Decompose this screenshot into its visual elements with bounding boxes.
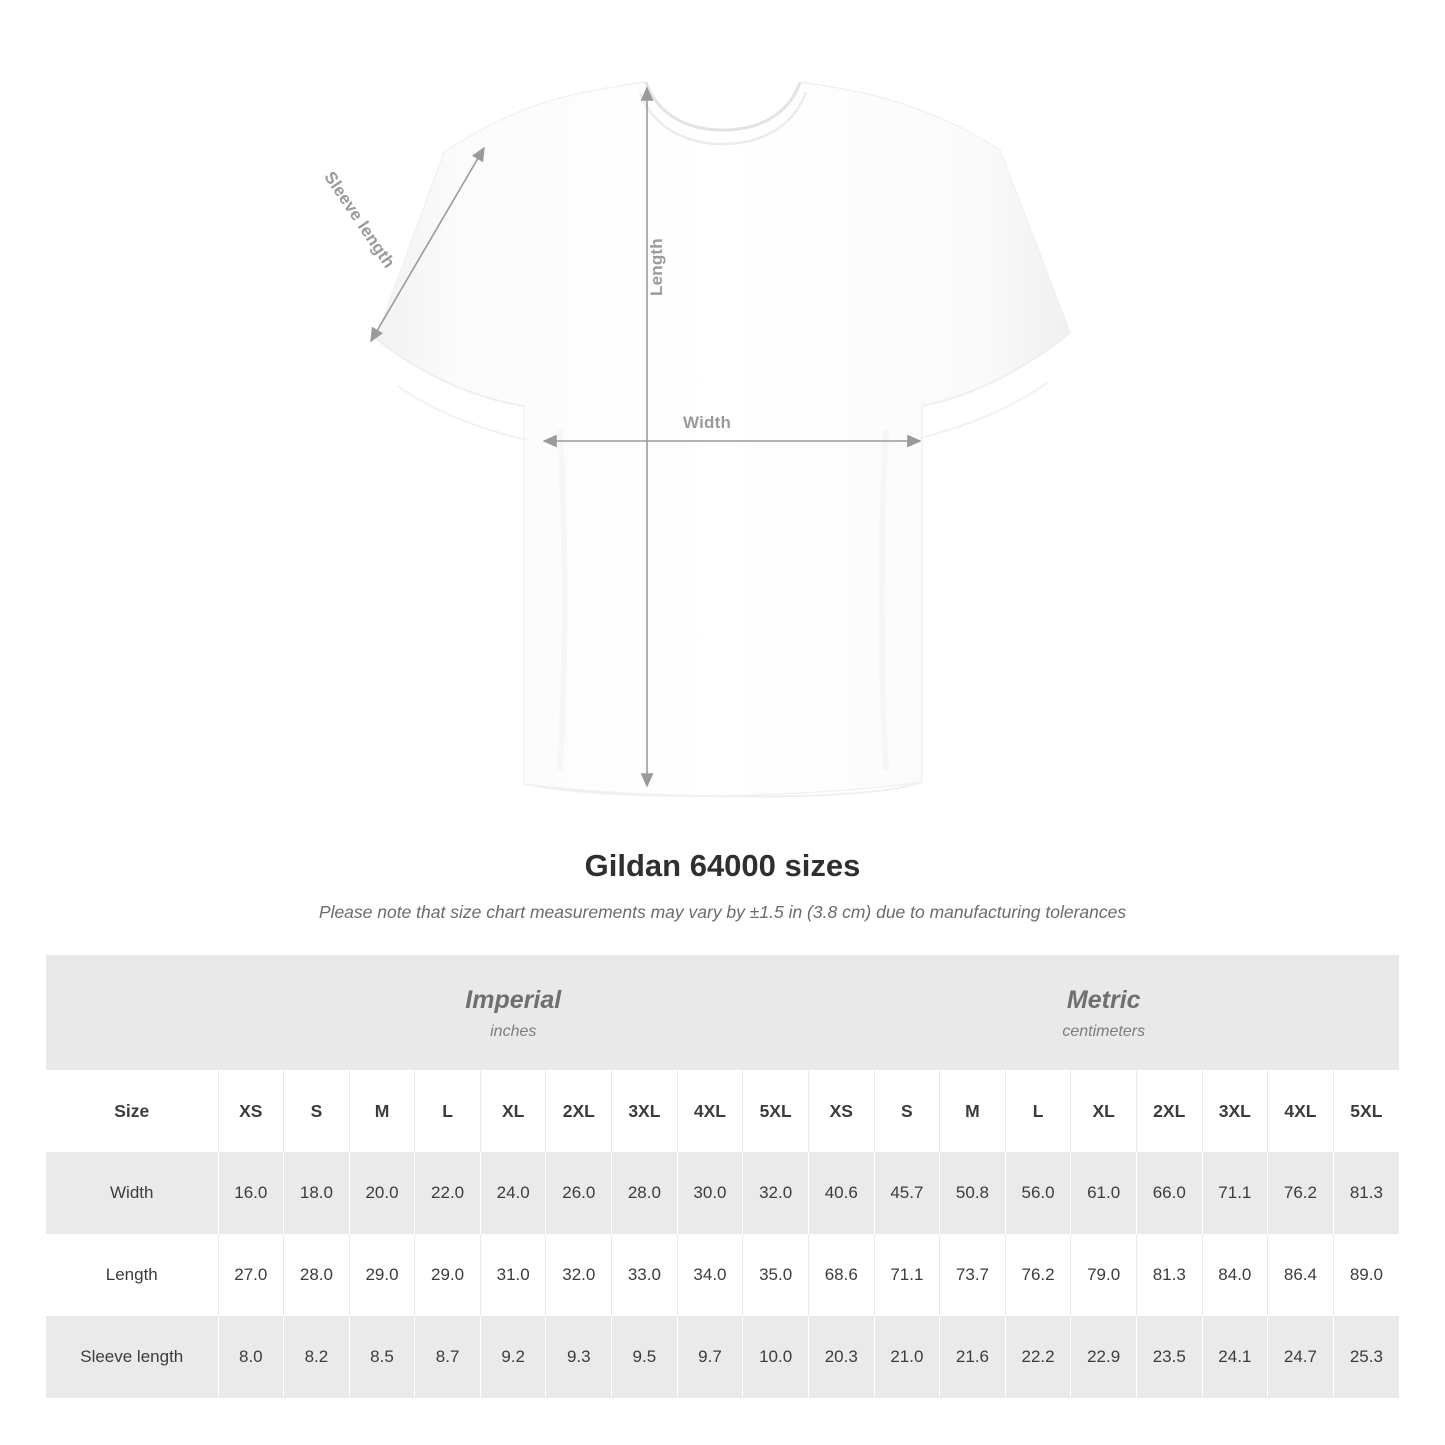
cell-width-metric-6: 71.1: [1202, 1152, 1268, 1234]
col-head-13: XL: [1071, 1070, 1137, 1152]
col-head-1: S: [284, 1070, 350, 1152]
col-head-6: 3XL: [612, 1070, 678, 1152]
col-head-14: 2XL: [1136, 1070, 1202, 1152]
cell-length-metric-2: 73.7: [940, 1234, 1006, 1316]
cell-sleeve-imperial-6: 9.5: [612, 1316, 678, 1398]
sleeve-length-label: Sleeve length: [320, 168, 399, 272]
cell-length-metric-4: 79.0: [1071, 1234, 1137, 1316]
cell-sleeve-metric-3: 22.2: [1005, 1316, 1071, 1398]
cell-length-imperial-4: 31.0: [480, 1234, 546, 1316]
cell-width-metric-4: 61.0: [1071, 1152, 1137, 1234]
unit-name-metric: Metric: [1066, 985, 1141, 1014]
width-label: Width: [683, 413, 732, 432]
unit-name-imperial: Imperial: [465, 985, 562, 1014]
cell-sleeve-imperial-0: 8.0: [218, 1316, 284, 1398]
unit-sub-imperial: inches: [490, 1022, 537, 1040]
cell-length-metric-1: 71.1: [874, 1234, 940, 1316]
table-row: [46, 1234, 1399, 1316]
cell-width-imperial-1: 18.0: [284, 1152, 350, 1234]
cell-sleeve-metric-7: 24.7: [1268, 1316, 1334, 1398]
col-head-5: 2XL: [546, 1070, 612, 1152]
unit-header-row: [46, 955, 1399, 1070]
row-label-width: Width: [46, 1152, 218, 1234]
cell-width-imperial-0: 16.0: [218, 1152, 284, 1234]
cell-width-metric-1: 45.7: [874, 1152, 940, 1234]
page-title: Gildan 64000 sizes: [584, 848, 861, 883]
cell-length-metric-5: 81.3: [1136, 1234, 1202, 1316]
row-header-size: Size: [46, 1070, 218, 1152]
col-head-3: L: [415, 1070, 481, 1152]
cell-length-imperial-2: 29.0: [349, 1234, 415, 1316]
cell-sleeve-imperial-5: 9.3: [546, 1316, 612, 1398]
col-head-4: XL: [480, 1070, 546, 1152]
cell-width-imperial-4: 24.0: [480, 1152, 546, 1234]
cell-sleeve-metric-0: 20.3: [808, 1316, 874, 1398]
col-head-11: M: [940, 1070, 1006, 1152]
cell-length-metric-7: 86.4: [1268, 1234, 1334, 1316]
cell-sleeve-imperial-8: 10.0: [743, 1316, 809, 1398]
col-head-2: M: [349, 1070, 415, 1152]
unit-sub-metric: centimeters: [1062, 1022, 1146, 1040]
cell-sleeve-metric-5: 23.5: [1136, 1316, 1202, 1398]
cell-sleeve-imperial-2: 8.5: [349, 1316, 415, 1398]
unit-group-metric: [808, 955, 1399, 1070]
tolerance-note: Please note that size chart measurements may vary by ±1.5 in (3.8 cm) due to manufacturing tolerances: [318, 902, 1127, 922]
cell-length-imperial-1: 28.0: [284, 1234, 350, 1316]
cell-length-metric-6: 84.0: [1202, 1234, 1268, 1316]
cell-width-metric-5: 66.0: [1136, 1152, 1202, 1234]
cell-sleeve-imperial-1: 8.2: [284, 1316, 350, 1398]
col-head-17: 5XL: [1333, 1070, 1399, 1152]
cell-sleeve-imperial-4: 9.2: [480, 1316, 546, 1398]
cell-sleeve-metric-2: 21.6: [940, 1316, 1006, 1398]
cell-length-imperial-7: 34.0: [677, 1234, 743, 1316]
col-head-15: 3XL: [1202, 1070, 1268, 1152]
cell-sleeve-imperial-3: 8.7: [415, 1316, 481, 1398]
length-label: Length: [647, 238, 666, 296]
row-label-length: Length: [46, 1234, 218, 1316]
cell-width-metric-3: 56.0: [1005, 1152, 1071, 1234]
cell-length-imperial-5: 32.0: [546, 1234, 612, 1316]
cell-length-imperial-8: 35.0: [743, 1234, 809, 1316]
cell-width-imperial-2: 20.0: [349, 1152, 415, 1234]
table-row: [46, 1152, 1399, 1234]
cell-length-imperial-3: 29.0: [415, 1234, 481, 1316]
cell-sleeve-metric-8: 25.3: [1333, 1316, 1399, 1398]
col-head-9: XS: [808, 1070, 874, 1152]
cell-width-metric-7: 76.2: [1268, 1152, 1334, 1234]
cell-sleeve-metric-4: 22.9: [1071, 1316, 1137, 1398]
cell-width-imperial-5: 26.0: [546, 1152, 612, 1234]
cell-width-imperial-7: 30.0: [677, 1152, 743, 1234]
col-head-7: 4XL: [677, 1070, 743, 1152]
col-head-0: XS: [218, 1070, 284, 1152]
row-label-sleeve-length: Sleeve length: [46, 1316, 218, 1398]
cell-width-metric-0: 40.6: [808, 1152, 874, 1234]
size-table-wrapper: [46, 955, 1399, 1398]
size-header-row: [46, 1070, 1399, 1152]
unit-group-imperial: [218, 955, 808, 1070]
unit-header-spacer: [46, 955, 218, 1070]
cell-width-metric-8: 81.3: [1333, 1152, 1399, 1234]
cell-length-imperial-0: 27.0: [218, 1234, 284, 1316]
cell-width-metric-2: 50.8: [940, 1152, 1006, 1234]
cell-length-metric-0: 68.6: [808, 1234, 874, 1316]
cell-width-imperial-6: 28.0: [612, 1152, 678, 1234]
cell-length-metric-3: 76.2: [1005, 1234, 1071, 1316]
table-row: [46, 1316, 1399, 1398]
cell-sleeve-metric-6: 24.1: [1202, 1316, 1268, 1398]
cell-length-imperial-6: 33.0: [612, 1234, 678, 1316]
col-head-16: 4XL: [1268, 1070, 1334, 1152]
cell-sleeve-imperial-7: 9.7: [677, 1316, 743, 1398]
cell-sleeve-metric-1: 21.0: [874, 1316, 940, 1398]
cell-length-metric-8: 89.0: [1333, 1234, 1399, 1316]
cell-width-imperial-3: 22.0: [415, 1152, 481, 1234]
col-head-10: S: [874, 1070, 940, 1152]
col-head-12: L: [1005, 1070, 1071, 1152]
cell-width-imperial-8: 32.0: [743, 1152, 809, 1234]
size-table: [46, 955, 1399, 1398]
col-head-8: 5XL: [743, 1070, 809, 1152]
